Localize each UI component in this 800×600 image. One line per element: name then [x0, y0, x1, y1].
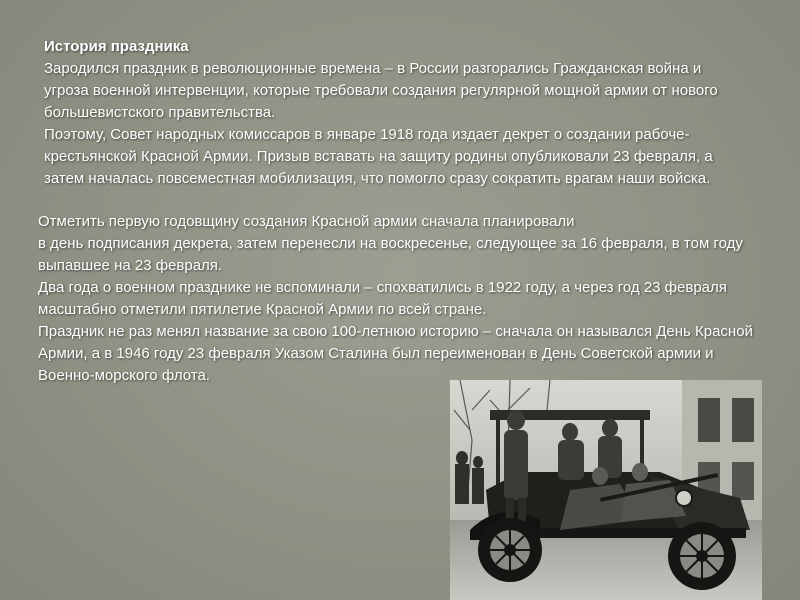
text-block-upper [44, 36, 724, 190]
historical-photo-car-soldiers-icon [450, 380, 762, 600]
historical-photo [450, 380, 762, 600]
paragraph-renaming: Праздник не раз менял название за свою 100-летнюю историю – сначала он назывался День Красной Армии, а в 1946 году 23 февраля Указом Сталина был переименован в День Советской армии и Военно-морского флота. [38, 323, 753, 384]
section-title: История праздника [44, 38, 189, 55]
paragraph-anniversary-intro: Отметить первую годовщину создания Красной армии сначала планировали [38, 213, 575, 230]
text-block-lower [38, 211, 768, 387]
paragraph-anniversary: в день подписания декрета, затем перенесли на воскресенье, следующее за 16 февраля, в том году выпавшее на 23 февраля. [38, 235, 743, 274]
paragraph-decree: Поэтому, Совет народных комиссаров в январе 1918 года издает декрет о создании рабоче-крестьянской Красной Армии. Призыв вставать на защиту родины опубликовали 23 февраля, а затем началась повсеместная мобилизация, что помогло сразу сократить врагам наши войска. [44, 126, 713, 187]
paragraph-celebration: Два года о военном празднике не вспоминали – спохватились в 1922 году, а через год 23 февраля масштабно отметили пятилетие Красной Армии по всей стране. [38, 279, 727, 318]
paragraph-origin: Зародился праздник в революционные времена – в России разгорались Гражданская война и угроза военной интервенции, которые требовали создания регулярной мощной армии от нового большевистского правительства. [44, 60, 718, 121]
